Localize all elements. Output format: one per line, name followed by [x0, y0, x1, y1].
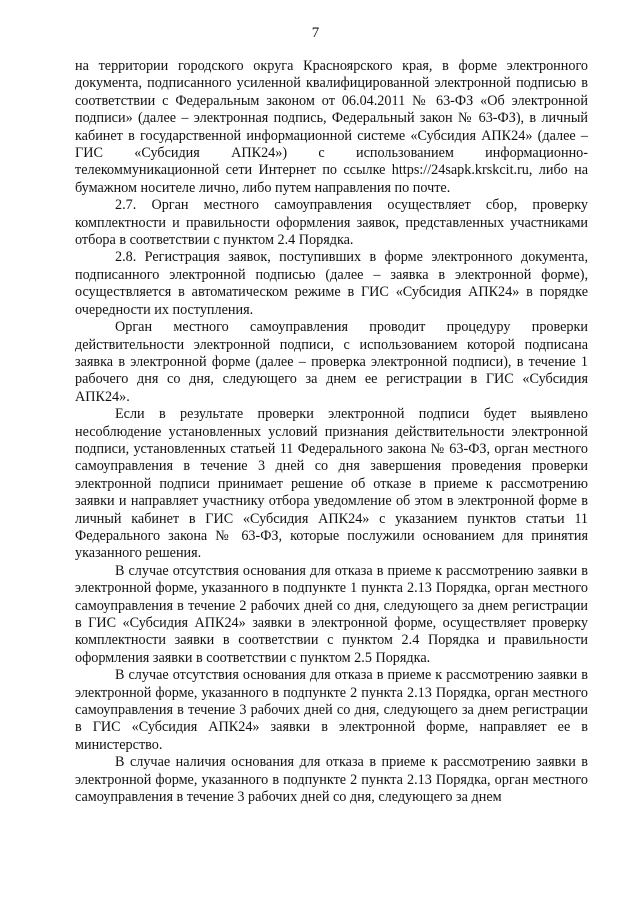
paragraph-send-to-ministry: В случае отсутствия основания для отказа в приеме к рассмотрению заявки в электронной форме, указанного в подпункте 2 пункта 2.13 Порядка, орган местного самоуправления в течение 3 рабочих дней со дня, следующего за днем регистрации в ГИС «Субсидия АПК24» заявки в электронной форме, направляет ее в министерство. — [75, 667, 588, 753]
paragraph-2-7: 2.7. Орган местного самоуправления осуществляет сбор, проверку комплектности и правильности оформления заявок, представленных участниками отбора в соответствии с пунктом 2.4 Порядка. — [75, 197, 588, 249]
paragraph-signature-invalid: Если в результате проверки электронной подписи будет выявлено несоблюдение установленных условий признания действительности электронной подписи, установленных статьей 11 Федерального закона № 63-ФЗ, орган местного самоуправления в течение 3 дней со дня завершения проведения проверки электронной подписи принимает решение об отказе в приеме к рассмотрению заявки и направляет участнику отбора уведомление об этом в электронной форме в личный кабинет в ГИС «Субсидия АПК24» с указанием пунктов статьи 11 Федерального закона № 63-ФЗ, которые послужили основанием для принятия указанного решения. — [75, 406, 588, 562]
document-body — [75, 58, 588, 806]
paragraph-2-8: 2.8. Регистрация заявок, поступивших в форме электронного документа, подписанного электронной подписью (далее – заявка в электронной форме), осуществляется в автоматическом режиме в ГИС «Субсидия АПК24» в порядке очередности их поступления. — [75, 249, 588, 318]
paragraph-refusal-grounds: В случае наличия основания для отказа в приеме к рассмотрению заявки в электронной форме, указанного в подпункте 2 пункта 2.13 Порядка, орган местного самоуправления в течение 3 рабочих дней со дня, следующего за днем — [75, 754, 588, 806]
paragraph-signature-check: Орган местного самоуправления проводит процедуру проверки действительности электронной подписи, с использованием которой подписана заявка в электронной форме (далее – проверка электронной подписи), в течение 1 рабочего дня со дня, следующего за днем ее регистрации в ГИС «Субсидия АПК24». — [75, 319, 588, 405]
page-number: 7 — [311, 25, 320, 41]
paragraph-continuation: на территории городского округа Красноярского края, в форме электронного документа, подписанного усиленной квалифицированной электронной подписью в соответствии с Федеральным законом от 06.04.2011 № 63-ФЗ «Об электронной подписи» (далее – электронная подпись, Федеральный закон № 63-ФЗ), в личный кабинет в государственной информационной системе «Субсидия АПК24» (далее – ГИС «Субсидия АПК24») с использованием информационно-телекоммуникационной сети Интернет по ссылке https://24sapk.krskcit.ru, либо на бумажном носителе лично, либо путем направления по почте. — [75, 58, 588, 196]
paragraph-completeness-check: В случае отсутствия основания для отказа в приеме к рассмотрению заявки в электронной форме, указанного в подпункте 1 пункта 2.13 Порядка, орган местного самоуправления в течение 2 рабочих дней со дня, следующего за днем регистрации в ГИС «Субсидия АПК24» заявки в электронной форме, осуществляет проверку комплектности заявки в соответствии с пунктом 2.4 Порядка и правильности оформления заявки в соответствии с пунктом 2.5 Порядка. — [75, 562, 588, 666]
